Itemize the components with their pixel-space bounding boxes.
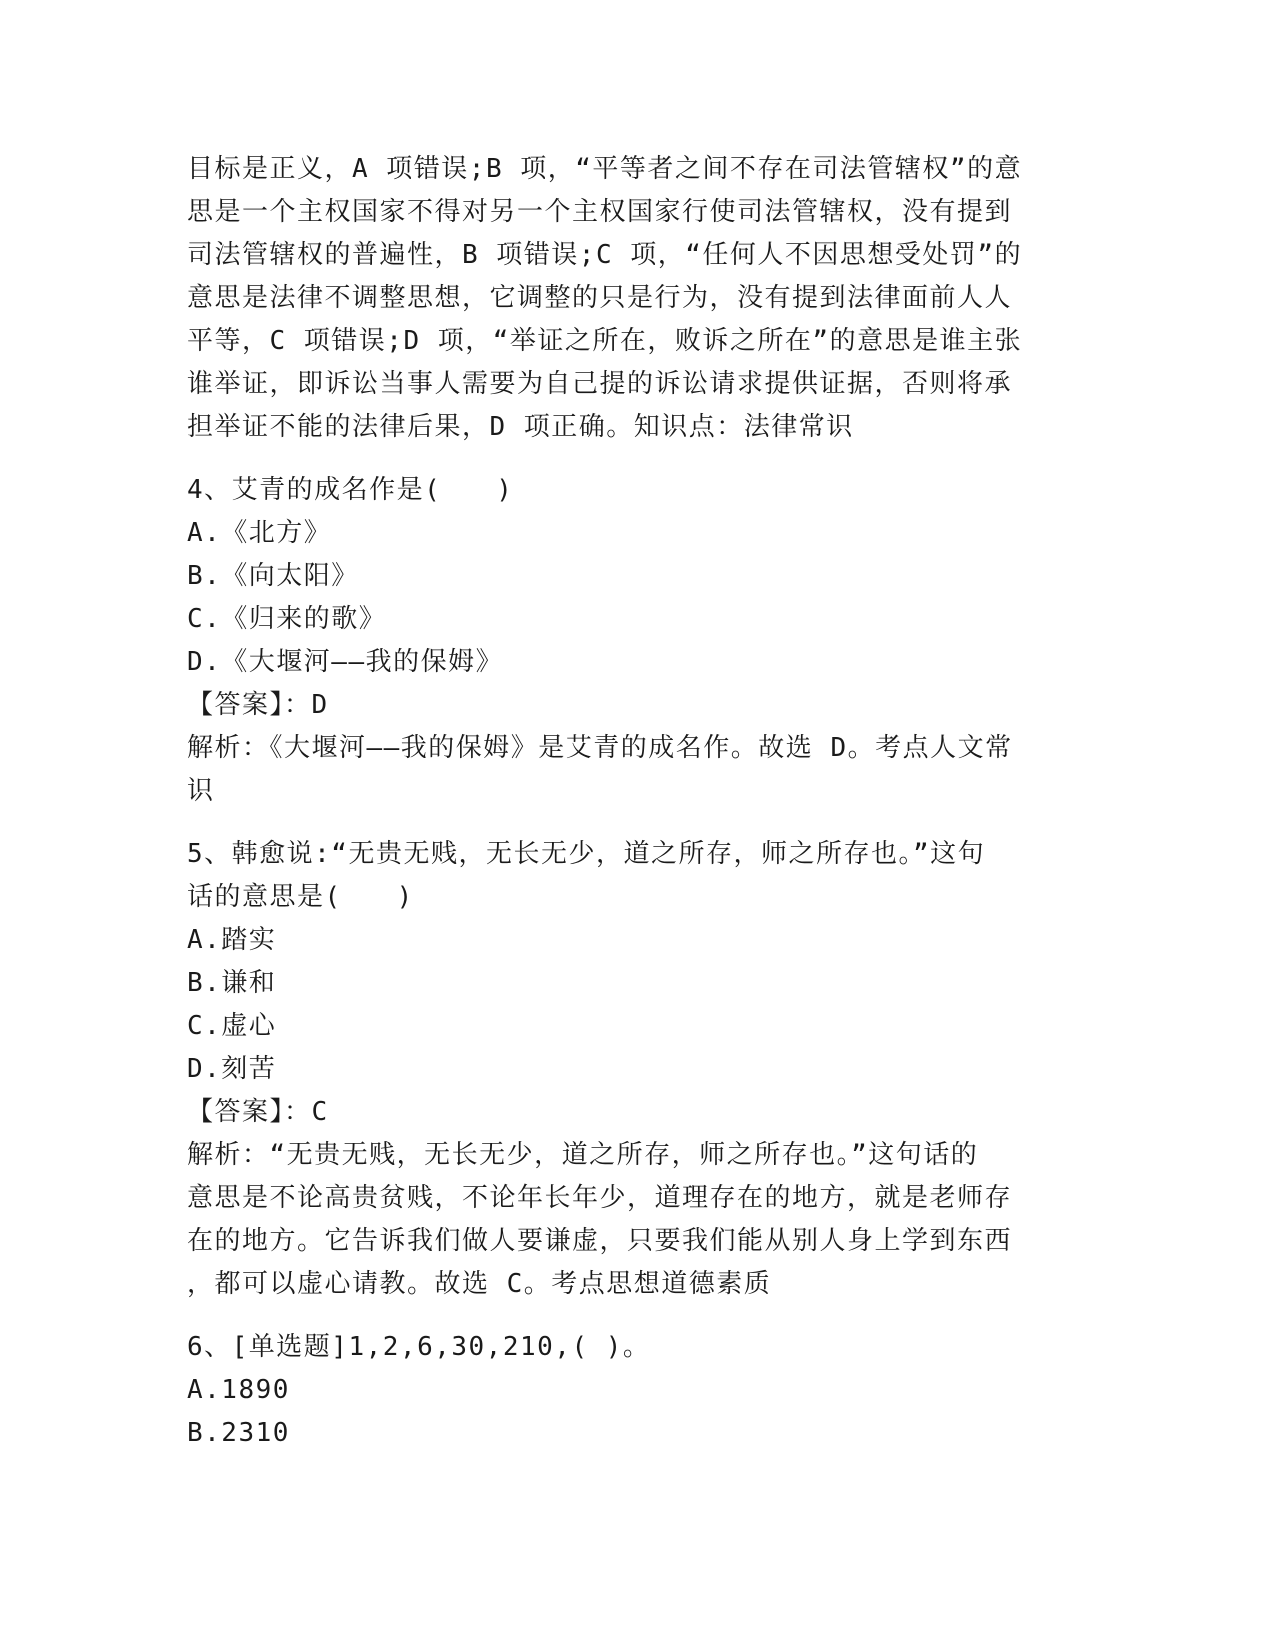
- explanation-line: 司法管辖权的普遍性，B 项错误;C 项，“任何人不因思想受处罚”的: [187, 240, 1023, 270]
- explanation-line: 担举证不能的法律后果，D 项正确。知识点：法律常识: [187, 412, 854, 442]
- option-a: A.踏实: [187, 925, 277, 955]
- option-b: B.2310: [187, 1418, 290, 1448]
- option-c: C.虚心: [187, 1011, 277, 1041]
- analysis-line: 解析：“无贵无贱，无长无少，道之所存，师之所存也。”这句话的: [187, 1140, 979, 1170]
- option-c: C.《归来的歌》: [187, 604, 387, 634]
- question-6: [187, 1326, 1067, 1455]
- explanation-line: 目标是正义，A 项错误;B 项，“平等者之间不存在司法管辖权”的意: [187, 154, 1023, 184]
- option-d: D.《大堰河——我的保姆》: [187, 647, 504, 677]
- question-text: 话的意思是( ): [187, 882, 414, 912]
- answer: 【答案】：D: [187, 690, 329, 720]
- option-a: A.《北方》: [187, 518, 332, 548]
- question-4: [187, 469, 1067, 813]
- answer: 【答案】：C: [187, 1097, 329, 1127]
- document-page: [187, 148, 1067, 1455]
- option-b: B.谦和: [187, 968, 277, 998]
- option-a: A.1890: [187, 1375, 290, 1405]
- previous-answer-explanation: [187, 148, 1067, 449]
- explanation-line: 平等，C 项错误;D 项，“举证之所在，败诉之所在”的意思是谁主张: [187, 326, 1023, 356]
- analysis-line: 在的地方。它告诉我们做人要谦虚，只要我们能从别人身上学到东西: [187, 1226, 1013, 1256]
- explanation-line: 意思是法律不调整思想，它调整的只是行为，没有提到法律面前人人: [187, 283, 1013, 313]
- question-text: 4、艾青的成名作是( ): [187, 475, 514, 505]
- question-text: 6、[单选题]1,2,6,30,210,( )。: [187, 1332, 651, 1362]
- explanation-line: 思是一个主权国家不得对另一个主权国家行使司法管辖权，没有提到: [187, 197, 1013, 227]
- question-5: [187, 833, 1067, 1306]
- option-b: B.《向太阳》: [187, 561, 359, 591]
- explanation-line: 谁举证，即诉讼当事人需要为自己提的诉讼请求提供证据，否则将承: [187, 369, 1013, 399]
- option-d: D.刻苦: [187, 1054, 277, 1084]
- analysis-line: 识: [187, 776, 215, 806]
- question-text: 5、韩愈说:“无贵无贱，无长无少，道之所存，师之所存也。”这句: [187, 839, 986, 869]
- analysis-line: 意思是不论高贵贫贱，不论年长年少，道理存在的地方，就是老师存: [187, 1183, 1013, 1213]
- analysis-line: ，都可以虚心请教。故选 C。考点思想道德素质: [187, 1269, 772, 1299]
- analysis-line: 解析：《大堰河——我的保姆》是艾青的成名作。故选 D。考点人文常: [187, 733, 1013, 763]
